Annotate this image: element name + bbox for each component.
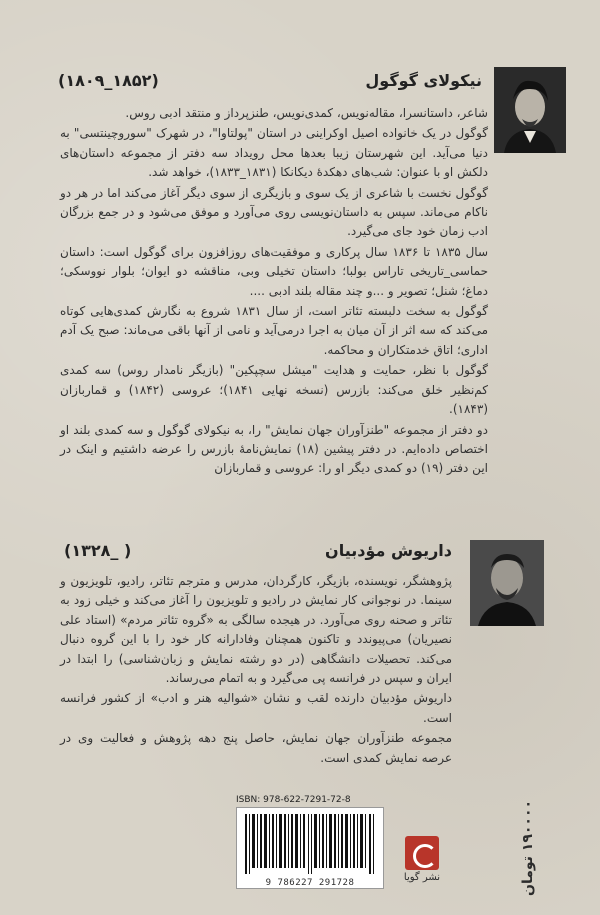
author2-years: (۱۳۲۸_ ) xyxy=(64,541,132,560)
portrait-image-icon xyxy=(494,67,566,153)
bio-paragraph: پژوهشگر، نویسنده، بازیگر، کارگردان، مدرس و مترجم تئاتر، رادیو، تلویزیون و سینما. در نوجوانی کار نمایش در رادیو و تلویزیون را آغاز می‌کند و خیلی زود به تئاتر و صحنه روی می‌آورد. در هیجده سالگی به «گروه تئاتر مردم» (استاد علی نصیریان) می‌پیوندد و تاکنون همچنان وفادارانه کار خود را با این گروه دنبال می‌کند. تحصیلات دانشگاهی (در دو رشته نمایش و زبان‌شناسی) را ابتدا در ایران و سپس در فرانسه پی می‌گیرد و به اتمام می‌رساند. xyxy=(60,574,452,686)
bio-paragraph: شاعر، داستانسرا، مقاله‌نویس، کمدی‌نویس، طنزپرداز و منتقد ادبی روس. xyxy=(125,106,488,120)
author1-years: (۱۸۰۹_۱۸۵۲) xyxy=(58,71,159,90)
bio-paragraph: دو دفتر از مجموعه "طنزآوران جهان نمایش" را، به نیکولای گوگول و سه کمدی بلند او اختصاص داده‌ایم. در دفتر پیشین (۱۸) نمایش‌نامهٔ بازرس را عرضه داشتیم و اینک در این دفتر (۱۹) دو کمدی دیگر او را: عروسی و قماربازان xyxy=(60,422,488,476)
author2-name: داریوش مؤدبیان xyxy=(325,541,452,560)
publisher-logo-icon xyxy=(405,836,439,870)
isbn-label: ISBN: 978-622-7291-72-8 xyxy=(236,795,351,805)
bio-paragraph: گوگول به سخت دلبسته تئاتر است، از سال ۱۸۳۱ شروع به نگارش کمدی‌هایی کوتاه می‌کند که سه اثر از آن میان به اجرا درمی‌آید و نامی از آنها باقی می‌ماند: صبح یک آدم اداری؛ اتاق خدمتکاران و محاکمه. xyxy=(60,304,489,357)
bio-paragraph: سال ۱۸۳۵ تا ۱۸۳۶ سال پرکاری و موفقیت‌های روزافزون برای گوگول است: داستان حماسی_تاریخی تاراس بولبا؛ داستان تخیلی وبی، مناقشه دو ایوان؛ بلوار نووسکی؛ دماغ؛ شنل؛ تصویر و ...و چند مقاله بلند ادبی .... xyxy=(60,244,489,298)
translator-portrait xyxy=(470,540,544,626)
barcode-icon xyxy=(243,814,377,874)
bio-paragraph: مجموعه طنزآوران جهان نمایش، حاصل پنج دهه پژوهش و فعالیت وی در عرصه نمایش کمدی است. xyxy=(60,731,452,765)
author1-bio xyxy=(60,104,488,479)
bio-paragraph: گوگول با نظر، حمایت و هدایت "میشل سچپکین" (بازیگر نامدار روس) سه کمدی کم‌نظیر خلق می‌کند: بازرس (نسخه نهایی ۱۸۴۱)؛ عروسی (۱۸۴۲) و قماربازان (۱۸۴۳). xyxy=(60,363,488,417)
bio-paragraph: گوگول نخست با شاعری از یک سوی و بازیگری از سوی دیگر آغاز می‌کند اما در هر دو ناکام می‌ماند. سپس به داستان‌نویسی روی می‌آورد و موفق می‌شود و در جمع بزرگان ادب زمان خود جای می‌گیرد. xyxy=(60,185,488,239)
price-label: ۱۹۰۰۰۰ تومان xyxy=(520,800,536,897)
barcode-box xyxy=(236,807,384,889)
publisher-logo xyxy=(390,836,454,890)
bio-paragraph: داریوش مؤدبیان دارنده لقب و نشان «شوالیه هنر و ادب» از کشور فرانسه است. xyxy=(60,691,452,725)
author2-bio xyxy=(60,572,452,768)
portrait-image-icon xyxy=(470,540,544,626)
isbn-digits: 9 786227 291728 xyxy=(265,878,355,888)
author1-name: نیکولای گوگول xyxy=(365,71,482,90)
bio-paragraph: گوگول در یک خانواده اصیل اوکراینی در استان "پولتاوا"، در شهرک "سوروچینتسی" به دنیا می‌آید. این شهرستان زیبا بعدها محل رویداد سه دفتر از مجموعه داستان‌های دلکش او با عنوان: شب‌های دهکدهٔ دیکانکا (۱۸۳۱_۱۸۳۳)، خواهد شد. xyxy=(60,126,488,180)
gogol-portrait xyxy=(494,67,566,153)
publisher-name: نشر گویا xyxy=(403,872,441,883)
